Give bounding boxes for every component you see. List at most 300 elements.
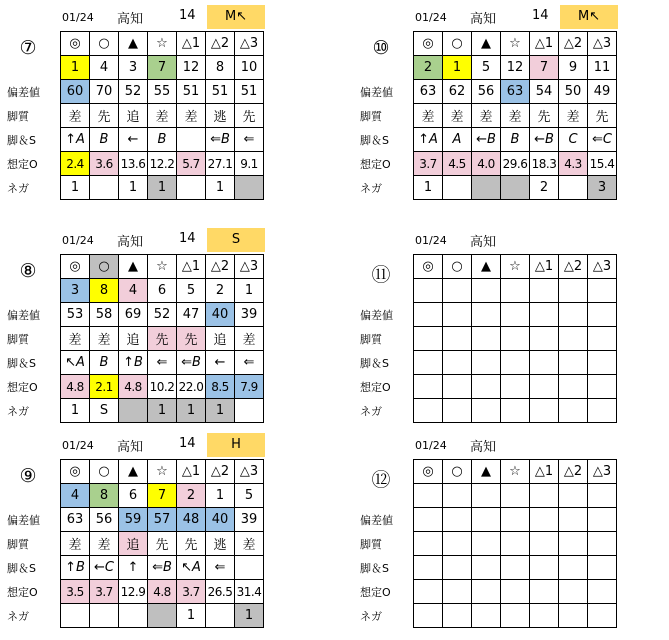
table-cell: ⇐C xyxy=(588,128,617,152)
table-cell: 4.8 xyxy=(61,375,90,399)
table-cell xyxy=(559,604,588,628)
table-cell: 7 xyxy=(148,484,177,508)
table-row xyxy=(414,176,617,200)
table-cell: ⇐B xyxy=(148,556,177,580)
table-cell: 29.6 xyxy=(501,152,530,176)
row-label: 偏差値 xyxy=(360,86,393,99)
venue-name: 高知 xyxy=(117,12,144,27)
table-cell: ↑A xyxy=(61,128,90,152)
table-cell xyxy=(472,580,501,604)
table-cell: 59 xyxy=(119,508,148,532)
table-cell xyxy=(559,176,588,200)
mark-cell: ▲ xyxy=(119,255,148,279)
table-row xyxy=(414,279,617,303)
table-cell: 4.3 xyxy=(559,152,588,176)
table-cell xyxy=(90,176,119,200)
table-cell xyxy=(414,604,443,628)
table-cell: 12 xyxy=(501,56,530,80)
table-cell xyxy=(559,327,588,351)
table-cell: 先 xyxy=(90,104,119,128)
row-label: ネガ xyxy=(7,182,29,195)
row-label: 想定O xyxy=(7,586,38,599)
table-cell: 70 xyxy=(90,80,119,104)
table-cell: ⇐B xyxy=(177,351,206,375)
table-cell: 3.7 xyxy=(90,580,119,604)
table-cell: 22.0 xyxy=(177,375,206,399)
table-cell: 51 xyxy=(177,80,206,104)
table-cell: ↖A xyxy=(61,351,90,375)
table-cell xyxy=(588,375,617,399)
mark-cell: △1 xyxy=(177,32,206,56)
table-cell xyxy=(559,303,588,327)
row-labels xyxy=(356,304,412,424)
table-cell: 差 xyxy=(90,532,119,556)
table-cell xyxy=(119,399,148,423)
table-cell: ↑ xyxy=(119,556,148,580)
table-cell xyxy=(588,351,617,375)
table-cell: 1 xyxy=(148,176,177,200)
mark-cell: △2 xyxy=(559,255,588,279)
row-label: 脚＆S xyxy=(7,357,36,370)
mark-cell: △3 xyxy=(235,255,264,279)
table-cell: 40 xyxy=(206,303,235,327)
mark-cell: △3 xyxy=(235,460,264,484)
table-cell xyxy=(501,484,530,508)
race-panel-9 xyxy=(7,433,360,638)
table-cell: 62 xyxy=(443,80,472,104)
table-cell: 60 xyxy=(61,80,90,104)
mark-cell: ◎ xyxy=(414,255,443,279)
table-cell: C xyxy=(559,128,588,152)
table-cell: 差 xyxy=(177,104,206,128)
table-cell: 58 xyxy=(90,303,119,327)
table-row xyxy=(61,104,264,128)
table-cell xyxy=(414,532,443,556)
panel-header xyxy=(413,228,669,252)
table-cell: 先 xyxy=(235,104,264,128)
table-cell xyxy=(472,484,501,508)
table-cell xyxy=(472,556,501,580)
row-label: 想定O xyxy=(7,381,38,394)
row-label: 想定O xyxy=(360,158,391,171)
race-panel-12 xyxy=(360,433,669,638)
table-cell xyxy=(588,556,617,580)
table-cell xyxy=(588,279,617,303)
table-cell xyxy=(177,128,206,152)
table-cell: 49 xyxy=(588,80,617,104)
table-cell: 追 xyxy=(119,532,148,556)
table-cell: 1 xyxy=(119,176,148,200)
table-cell: 10.2 xyxy=(148,375,177,399)
table-cell xyxy=(472,508,501,532)
table-cell: 差 xyxy=(148,104,177,128)
row-label: 脚質 xyxy=(360,538,382,551)
table-cell: 先 xyxy=(148,532,177,556)
table-cell xyxy=(472,375,501,399)
table-cell: 8 xyxy=(206,56,235,80)
table-row xyxy=(61,351,264,375)
table-cell: 逃 xyxy=(206,532,235,556)
table-cell: B xyxy=(90,128,119,152)
race-date: 01/24 xyxy=(62,234,94,247)
table-cell xyxy=(472,176,501,200)
row-label: ネガ xyxy=(7,610,29,623)
table-cell: ↑B xyxy=(119,351,148,375)
table-cell xyxy=(530,604,559,628)
table-cell xyxy=(414,580,443,604)
runner-count: 14 xyxy=(179,436,196,451)
prediction-table xyxy=(413,254,617,423)
table-cell xyxy=(235,176,264,200)
table-cell: 2.4 xyxy=(61,152,90,176)
table-cell xyxy=(559,279,588,303)
table-cell: ← xyxy=(206,351,235,375)
table-cell: 56 xyxy=(472,80,501,104)
table-cell: 15.4 xyxy=(588,152,617,176)
table-cell: 8.5 xyxy=(206,375,235,399)
table-row xyxy=(61,128,264,152)
table-cell xyxy=(472,351,501,375)
table-cell xyxy=(530,556,559,580)
table-cell xyxy=(530,532,559,556)
table-cell xyxy=(414,303,443,327)
venue-name: 高知 xyxy=(470,12,497,27)
table-cell: B xyxy=(501,128,530,152)
table-cell xyxy=(588,508,617,532)
table-row xyxy=(61,532,264,556)
table-cell: 1 xyxy=(61,176,90,200)
row-label: ネガ xyxy=(360,405,382,418)
table-cell: 4.0 xyxy=(472,152,501,176)
mark-cell: △1 xyxy=(530,460,559,484)
pace-tag: S xyxy=(207,228,265,252)
mark-cell: ○ xyxy=(443,32,472,56)
table-row xyxy=(61,303,264,327)
table-cell xyxy=(588,580,617,604)
prediction-table xyxy=(413,31,617,200)
table-cell: 26.5 xyxy=(206,580,235,604)
table-cell xyxy=(559,484,588,508)
table-cell: 11 xyxy=(588,56,617,80)
table-cell: 5 xyxy=(177,279,206,303)
mark-cell: △3 xyxy=(588,32,617,56)
table-cell xyxy=(530,327,559,351)
table-row xyxy=(61,56,264,80)
table-cell xyxy=(501,580,530,604)
table-cell: 1 xyxy=(177,399,206,423)
table-cell: 3 xyxy=(588,176,617,200)
table-row xyxy=(61,604,264,628)
table-cell xyxy=(414,508,443,532)
table-cell xyxy=(559,375,588,399)
table-cell: 63 xyxy=(414,80,443,104)
race-panel-11 xyxy=(360,228,669,433)
runner-count: 14 xyxy=(532,8,549,23)
table-cell: 39 xyxy=(235,303,264,327)
table-cell xyxy=(472,399,501,423)
mark-row xyxy=(61,460,264,484)
table-row xyxy=(414,508,617,532)
table-cell: 39 xyxy=(235,508,264,532)
table-row xyxy=(61,484,264,508)
table-cell xyxy=(414,279,443,303)
mark-cell: ◎ xyxy=(61,460,90,484)
mark-row xyxy=(61,255,264,279)
table-cell xyxy=(443,399,472,423)
table-row xyxy=(61,399,264,423)
table-row xyxy=(414,128,617,152)
table-cell: 4.8 xyxy=(148,580,177,604)
table-cell: 51 xyxy=(206,80,235,104)
table-row xyxy=(414,152,617,176)
table-cell xyxy=(414,399,443,423)
mark-cell: ○ xyxy=(443,460,472,484)
race-number: ⑦ xyxy=(19,37,37,59)
table-cell xyxy=(559,556,588,580)
table-cell: 12.2 xyxy=(148,152,177,176)
row-label: ネガ xyxy=(360,182,382,195)
table-cell xyxy=(443,351,472,375)
table-cell: 1 xyxy=(206,484,235,508)
table-cell: 5 xyxy=(472,56,501,80)
row-label: 偏差値 xyxy=(7,514,40,527)
table-cell: 追 xyxy=(119,104,148,128)
race-panel-10 xyxy=(360,5,669,210)
table-cell: 48 xyxy=(177,508,206,532)
panel-header xyxy=(60,228,360,252)
table-cell xyxy=(443,484,472,508)
row-label: 脚質 xyxy=(7,110,29,123)
table-cell: ←B xyxy=(530,128,559,152)
row-label: 偏差値 xyxy=(360,309,393,322)
row-label: 偏差値 xyxy=(7,86,40,99)
table-cell xyxy=(443,279,472,303)
table-cell xyxy=(530,399,559,423)
table-cell xyxy=(588,484,617,508)
table-cell xyxy=(443,303,472,327)
table-cell xyxy=(414,484,443,508)
table-cell: 50 xyxy=(559,80,588,104)
mark-cell: ▲ xyxy=(119,460,148,484)
panel-header xyxy=(413,5,669,29)
table-cell xyxy=(530,508,559,532)
table-cell: ←B xyxy=(472,128,501,152)
table-cell xyxy=(148,604,177,628)
row-label: 偏差値 xyxy=(360,514,393,527)
mark-cell: ☆ xyxy=(501,32,530,56)
table-cell: 差 xyxy=(414,104,443,128)
table-row xyxy=(414,327,617,351)
table-cell xyxy=(501,327,530,351)
table-cell xyxy=(414,327,443,351)
table-cell xyxy=(472,279,501,303)
table-cell xyxy=(472,327,501,351)
table-row xyxy=(414,484,617,508)
table-cell: 3 xyxy=(61,279,90,303)
race-panel-8 xyxy=(7,228,360,433)
table-cell: 56 xyxy=(90,508,119,532)
table-cell: ←C xyxy=(90,556,119,580)
table-cell xyxy=(588,399,617,423)
row-labels xyxy=(356,509,412,629)
mark-row xyxy=(61,32,264,56)
table-cell xyxy=(501,351,530,375)
mark-cell: ◎ xyxy=(61,32,90,56)
table-cell xyxy=(501,532,530,556)
table-cell xyxy=(206,604,235,628)
table-cell: B xyxy=(90,351,119,375)
table-cell: 先 xyxy=(177,327,206,351)
table-cell: 3.7 xyxy=(414,152,443,176)
table-cell: 4.8 xyxy=(119,375,148,399)
mark-cell: ▲ xyxy=(119,32,148,56)
table-cell xyxy=(177,176,206,200)
table-cell: 69 xyxy=(119,303,148,327)
table-cell: 1 xyxy=(61,399,90,423)
table-cell xyxy=(559,351,588,375)
table-cell xyxy=(588,327,617,351)
table-cell: 1 xyxy=(235,604,264,628)
row-labels xyxy=(356,81,412,201)
mark-cell: ▲ xyxy=(472,460,501,484)
table-cell: ↑B xyxy=(61,556,90,580)
row-label: 脚質 xyxy=(7,333,29,346)
table-cell: 3 xyxy=(119,56,148,80)
table-cell: 1 xyxy=(206,176,235,200)
table-cell xyxy=(501,556,530,580)
mark-cell: ○ xyxy=(443,255,472,279)
table-cell xyxy=(559,508,588,532)
prediction-table xyxy=(60,459,264,628)
mark-cell: △3 xyxy=(588,460,617,484)
pace-tag: M↖ xyxy=(560,5,618,29)
race-number: ⑧ xyxy=(19,260,37,282)
mark-cell: ◎ xyxy=(414,460,443,484)
table-row xyxy=(414,351,617,375)
table-cell xyxy=(414,375,443,399)
table-cell: 差 xyxy=(235,532,264,556)
mark-cell: △3 xyxy=(588,255,617,279)
table-row xyxy=(61,556,264,580)
table-cell: 5.7 xyxy=(177,152,206,176)
mark-cell: ☆ xyxy=(148,255,177,279)
table-cell: 先 xyxy=(588,104,617,128)
table-cell xyxy=(443,556,472,580)
table-cell: ⇐B xyxy=(206,128,235,152)
table-cell xyxy=(235,399,264,423)
mark-cell: ○ xyxy=(90,32,119,56)
row-label: 脚質 xyxy=(360,333,382,346)
table-cell: ⇐ xyxy=(206,556,235,580)
table-cell: 52 xyxy=(119,80,148,104)
table-cell: 差 xyxy=(472,104,501,128)
race-number: ⑪ xyxy=(371,264,391,286)
table-cell xyxy=(588,604,617,628)
row-label: 脚＆S xyxy=(360,357,389,370)
row-label: ネガ xyxy=(7,405,29,418)
mark-cell: △1 xyxy=(530,255,559,279)
table-cell: 差 xyxy=(61,104,90,128)
table-cell: 1 xyxy=(177,604,206,628)
mark-cell: △1 xyxy=(177,460,206,484)
table-cell: 10 xyxy=(235,56,264,80)
race-number: ⑫ xyxy=(371,469,391,491)
mark-cell: △2 xyxy=(206,460,235,484)
pace-tag: H xyxy=(207,433,265,457)
mark-cell: ◎ xyxy=(414,32,443,56)
prediction-table xyxy=(60,31,264,200)
table-cell xyxy=(443,375,472,399)
table-cell: 7 xyxy=(148,56,177,80)
table-cell: 7.9 xyxy=(235,375,264,399)
table-cell xyxy=(530,484,559,508)
race-number: ⑩ xyxy=(372,37,390,59)
table-cell: 3.5 xyxy=(61,580,90,604)
runner-count: 14 xyxy=(179,8,196,23)
table-cell xyxy=(530,279,559,303)
race-number: ⑨ xyxy=(19,465,37,487)
table-row xyxy=(414,303,617,327)
table-cell: 31.4 xyxy=(235,580,264,604)
table-cell xyxy=(530,580,559,604)
mark-cell: △2 xyxy=(559,32,588,56)
mark-cell: △1 xyxy=(530,32,559,56)
pace-tag: M↖ xyxy=(207,5,265,29)
table-row xyxy=(414,580,617,604)
mark-cell: △3 xyxy=(235,32,264,56)
race-date: 01/24 xyxy=(62,439,94,452)
row-label: 脚＆S xyxy=(7,134,36,147)
table-cell xyxy=(443,508,472,532)
table-cell: 1 xyxy=(414,176,443,200)
row-label: 脚質 xyxy=(7,538,29,551)
table-cell: 1 xyxy=(148,399,177,423)
table-cell: B xyxy=(148,128,177,152)
table-cell: 63 xyxy=(61,508,90,532)
table-cell xyxy=(235,556,264,580)
table-cell: 4.5 xyxy=(443,152,472,176)
table-cell: 差 xyxy=(501,104,530,128)
mark-row xyxy=(414,255,617,279)
table-cell: 27.1 xyxy=(206,152,235,176)
mark-cell: △2 xyxy=(206,255,235,279)
table-row xyxy=(61,80,264,104)
runner-count: 14 xyxy=(179,231,196,246)
table-cell xyxy=(559,580,588,604)
table-cell: 47 xyxy=(177,303,206,327)
table-cell xyxy=(414,351,443,375)
race-date: 01/24 xyxy=(415,11,447,24)
table-cell xyxy=(414,556,443,580)
race-panel-7 xyxy=(7,5,360,210)
mark-cell: △1 xyxy=(177,255,206,279)
table-cell: A xyxy=(443,128,472,152)
table-cell: 53 xyxy=(61,303,90,327)
table-cell: 先 xyxy=(177,532,206,556)
venue-name: 高知 xyxy=(117,440,144,455)
table-cell: 3.6 xyxy=(90,152,119,176)
table-cell: 13.6 xyxy=(119,152,148,176)
table-cell xyxy=(588,303,617,327)
table-cell xyxy=(501,399,530,423)
row-label: 脚＆S xyxy=(360,134,389,147)
table-cell: 逃 xyxy=(206,104,235,128)
panel-header xyxy=(60,433,360,457)
table-cell: 先 xyxy=(530,104,559,128)
table-cell xyxy=(90,604,119,628)
venue-name: 高知 xyxy=(470,235,497,250)
mark-cell: ☆ xyxy=(501,255,530,279)
